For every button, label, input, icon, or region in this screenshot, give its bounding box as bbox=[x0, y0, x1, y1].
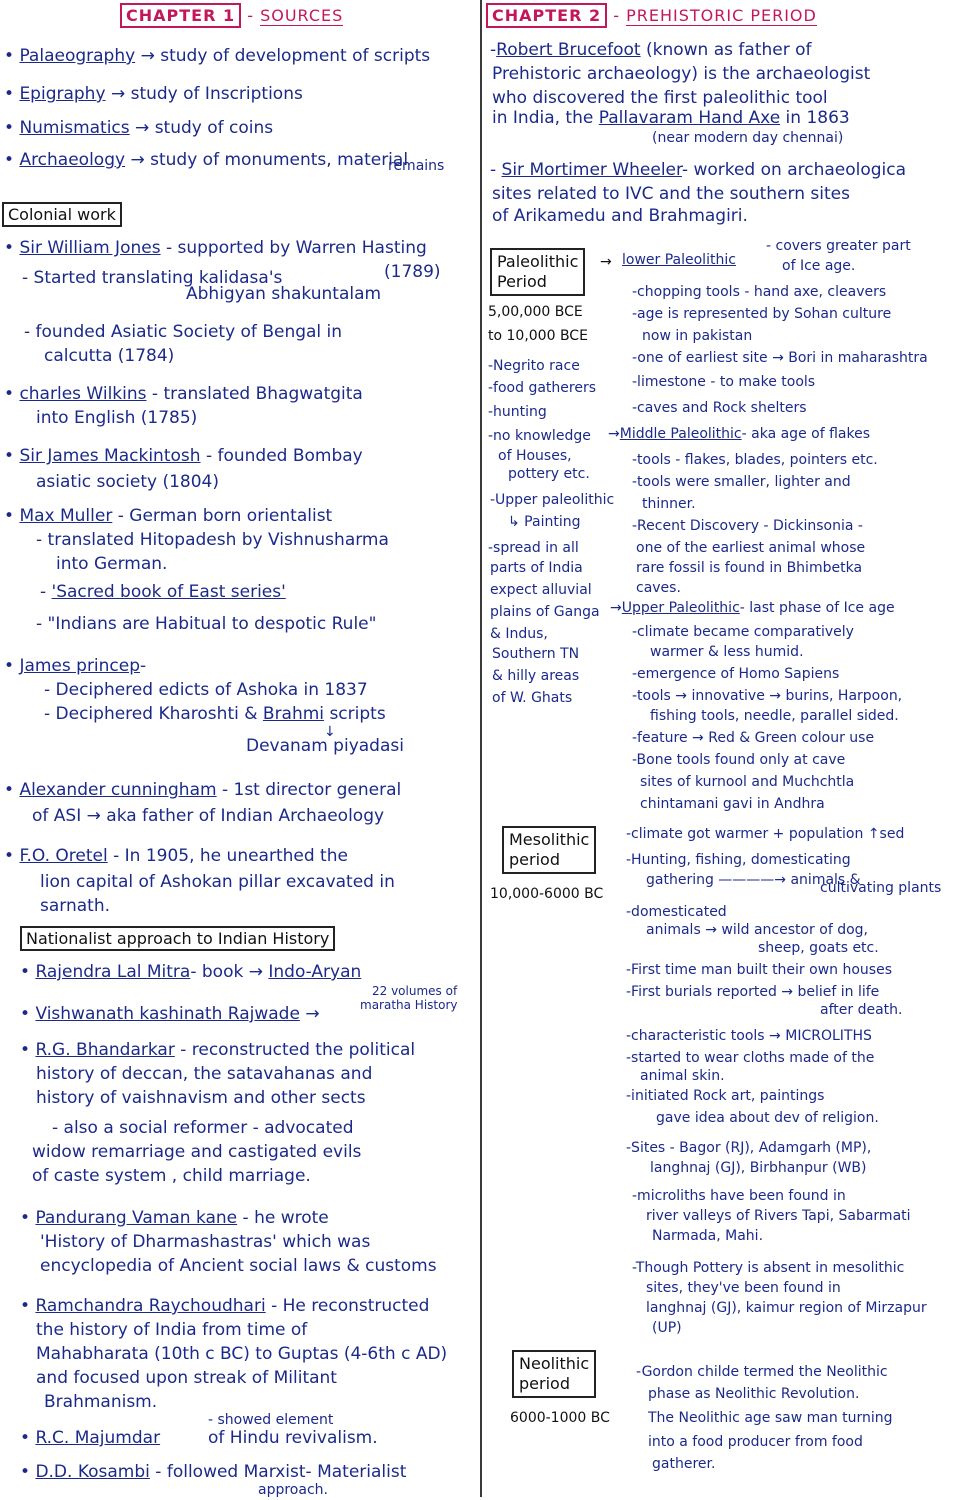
neolithic-box: Neolithic period bbox=[512, 1350, 596, 1398]
note: lion capital of Ashokan pillar excavated in bbox=[40, 872, 395, 892]
note: - Deciphered Kharoshti & Brahmi scripts bbox=[44, 704, 386, 724]
neo-point: phase as Neolithic Revolution. bbox=[648, 1386, 860, 1402]
meso-point: langhnaj (GJ), kaimur region of Mirzapur bbox=[646, 1300, 927, 1316]
note: Prehistoric archaeology) is the archaeologist bbox=[492, 64, 871, 84]
arrow: → bbox=[600, 254, 612, 270]
meso-point: -First time man built their own houses bbox=[626, 962, 892, 978]
neo-point: The Neolithic age saw man turning bbox=[648, 1410, 893, 1426]
paleo-point: -limestone - to make tools bbox=[632, 374, 816, 390]
paleo-point: -climate became comparatively bbox=[632, 624, 854, 640]
note: of caste system , child marriage. bbox=[32, 1166, 311, 1186]
note: Devanam piyadasi bbox=[246, 736, 404, 756]
meso-point: -characteristic tools → MICROLITHS bbox=[626, 1028, 872, 1044]
upper-paleolithic: →Upper Paleolithic- last phase of Ice age bbox=[610, 600, 895, 616]
nationalist-entry: • R.G. Bhandarkar - reconstructed the political bbox=[20, 1040, 416, 1060]
meso-point: animals → wild ancestor of dog, bbox=[646, 922, 868, 938]
meso-point: -Hunting, fishing, domesticating bbox=[626, 852, 851, 868]
paleo-point: -tools → innovative → burins, Harpoon, bbox=[632, 688, 903, 704]
note: 'History of Dharmashastras' which was bbox=[40, 1232, 371, 1252]
note: - Started translating kalidasa's bbox=[22, 268, 283, 288]
note: Mahabharata (10th c BC) to Guptas (4-6th c AD) bbox=[36, 1344, 448, 1364]
source-item: • Epigraphy → study of Inscriptions bbox=[4, 84, 303, 104]
meso-point: (UP) bbox=[652, 1320, 682, 1336]
meso-point: langhnaj (GJ), Birbhanpur (WB) bbox=[650, 1160, 867, 1176]
paleo-point: one of the earliest animal whose bbox=[636, 540, 866, 556]
note: history of vaishnavism and other sects bbox=[36, 1088, 366, 1108]
chapter1-column bbox=[0, 0, 478, 1497]
paleo-point: -tools were smaller, lighter and bbox=[632, 474, 851, 490]
note: asiatic society (1804) bbox=[36, 472, 219, 492]
note: - covers greater part bbox=[766, 238, 911, 254]
meso-point: after death. bbox=[820, 1002, 903, 1018]
note: of Ice age. bbox=[782, 258, 856, 274]
mesolithic-dates: 10,000-6000 BC bbox=[490, 886, 604, 902]
nationalist-entry: • Vishwanath kashinath Rajwade → bbox=[20, 1004, 320, 1024]
neolithic-dates: 6000-1000 BC bbox=[510, 1410, 610, 1426]
note: - translated Hitopadesh by Vishnusharma bbox=[36, 530, 389, 550]
source-item: • Palaeography → study of development of scripts bbox=[4, 46, 431, 66]
paleolithic-box: Paleolithic Period bbox=[490, 248, 585, 296]
paleo-point: -age is represented by Sohan culture bbox=[632, 306, 892, 322]
paleo-side: of Houses, bbox=[498, 448, 572, 464]
chapter2-box: CHAPTER 2 bbox=[486, 3, 607, 28]
nationalist-heading: Nationalist approach to Indian History bbox=[20, 926, 335, 951]
colonial-entry: • F.O. Oretel - In 1905, he unearthed the bbox=[4, 846, 348, 866]
meso-point: -Sites - Bagor (RJ), Adamgarh (MP), bbox=[626, 1140, 872, 1156]
arrow: ↓ bbox=[324, 724, 336, 740]
nationalist-entry: • R.C. Majumdar bbox=[20, 1428, 161, 1448]
chapter2-title: PREHISTORIC PERIOD bbox=[626, 6, 817, 25]
meso-point: -domesticated bbox=[626, 904, 727, 920]
paleo-side: -food gatherers bbox=[488, 380, 597, 396]
mesolithic-box: Mesolithic period bbox=[502, 826, 596, 874]
source-item: • Archaeology → study of monuments, material bbox=[4, 150, 409, 170]
note-year: (1789) bbox=[384, 262, 441, 282]
paleo-point: -caves and Rock shelters bbox=[632, 400, 807, 416]
paleo-side: pottery etc. bbox=[508, 466, 590, 482]
colonial-entry: • Max Muller - German born orientalist bbox=[4, 506, 333, 526]
note: - also a social reformer - advocated bbox=[52, 1118, 354, 1138]
paleo-side: Southern TN bbox=[492, 646, 580, 662]
note: of Arikamedu and Brahmagiri. bbox=[492, 206, 748, 226]
paleo-side: -hunting bbox=[488, 404, 547, 420]
paleo-point: -Recent Discovery - Dickinsonia - bbox=[632, 518, 863, 534]
neo-point: -Gordon childe termed the Neolithic bbox=[636, 1364, 888, 1380]
note: sites related to IVC and the southern sites bbox=[492, 184, 850, 204]
note: in India, the Pallavaram Hand Axe in 1863 bbox=[492, 108, 850, 128]
meso-point: gathering ————→ animals & bbox=[646, 872, 861, 888]
note: - 'Sacred book of East series' bbox=[40, 582, 286, 602]
paleo-side: & Indus, bbox=[490, 626, 548, 642]
paleo-side: expect alluvial bbox=[490, 582, 592, 598]
lower-paleolithic: lower Paleolithic bbox=[622, 252, 736, 268]
paleo-point: -tools - flakes, blades, pointers etc. bbox=[632, 452, 878, 468]
note: Abhigyan shakuntalam bbox=[186, 284, 382, 304]
note: of ASI → aka father of Indian Archaeology bbox=[32, 806, 385, 826]
paleo-point: caves. bbox=[636, 580, 681, 596]
note: history of deccan, the satavahanas and bbox=[36, 1064, 373, 1084]
source-item-continuation: remains bbox=[388, 158, 445, 174]
paleo-side: -spread in all bbox=[488, 540, 579, 556]
paleo-point: -chopping tools - hand axe, cleavers bbox=[632, 284, 887, 300]
paleo-point: now in pakistan bbox=[642, 328, 753, 344]
note: calcutta (1784) bbox=[44, 346, 175, 366]
paleo-side: plains of Ganga bbox=[490, 604, 600, 620]
paleo-side: -Negrito race bbox=[488, 358, 580, 374]
note: 22 volumes of bbox=[372, 984, 458, 998]
neo-point: gatherer. bbox=[652, 1456, 716, 1472]
note: who discovered the first paleolithic tool bbox=[492, 88, 828, 108]
paleo-side: of W. Ghats bbox=[492, 690, 573, 706]
nationalist-entry: • D.D. Kosambi - followed Marxist- Materialist bbox=[20, 1462, 407, 1482]
paleo-side: ↳ Painting bbox=[508, 514, 581, 530]
meso-point: Narmada, Mahi. bbox=[652, 1228, 764, 1244]
neo-point: into a food producer from food bbox=[648, 1434, 863, 1450]
colonial-entry: • Sir William Jones - supported by Warren Hasting bbox=[4, 238, 427, 258]
source-item: • Numismatics → study of coins bbox=[4, 118, 274, 138]
meso-point: -First burials reported → belief in life bbox=[626, 984, 880, 1000]
chapter1-title: SOURCES bbox=[260, 6, 344, 25]
paleo-side: -Upper paleolithic bbox=[490, 492, 615, 508]
meso-point: cultivating plants bbox=[820, 880, 942, 896]
middle-paleolithic: →Middle Paleolithic- aka age of flakes bbox=[608, 426, 870, 442]
paleo-point: thinner. bbox=[642, 496, 696, 512]
note: Brahmanism. bbox=[44, 1392, 158, 1412]
column-divider bbox=[480, 0, 482, 1497]
chapter2-column bbox=[486, 0, 962, 1497]
note: encyclopedia of Ancient social laws & customs bbox=[40, 1256, 437, 1276]
note: (near modern day chennai) bbox=[652, 130, 844, 146]
meso-point: -microliths have been found in bbox=[632, 1188, 846, 1204]
note: into German. bbox=[56, 554, 168, 574]
meso-point: river valleys of Rivers Tapi, Sabarmati bbox=[646, 1208, 911, 1224]
paleo-point: fishing tools, needle, parallel sided. bbox=[650, 708, 899, 724]
paleo-point: -feature → Red & Green colour use bbox=[632, 730, 875, 746]
note: - showed element bbox=[208, 1412, 334, 1428]
note: of Hindu revivalism. bbox=[208, 1428, 378, 1448]
note: into English (1785) bbox=[36, 408, 198, 428]
nationalist-entry: • Ramchandra Raychoudhari - He reconstructed bbox=[20, 1296, 430, 1316]
colonial-entry: • Alexander cunningham - 1st director general bbox=[4, 780, 402, 800]
meso-point: sheep, goats etc. bbox=[758, 940, 879, 956]
paleo-point: sites of kurnool and Muchchtla bbox=[640, 774, 855, 790]
paleo-side: -no knowledge bbox=[488, 428, 591, 444]
note: the history of India from time of bbox=[36, 1320, 308, 1340]
note: sarnath. bbox=[40, 896, 111, 916]
paleo-point: -Bone tools found only at cave bbox=[632, 752, 846, 768]
paleo-point: chintamani gavi in Andhra bbox=[640, 796, 825, 812]
note: and focused upon streak of Militant bbox=[36, 1368, 337, 1388]
meso-point: -started to wear cloths made of the bbox=[626, 1050, 875, 1066]
note: approach. bbox=[258, 1482, 328, 1498]
paleo-point: rare fossil is found in Bhimbetka bbox=[636, 560, 863, 576]
nationalist-entry: • Pandurang Vaman kane - he wrote bbox=[20, 1208, 329, 1228]
meso-point: -climate got warmer + population ↑sed bbox=[626, 826, 905, 842]
meso-point: -Though Pottery is absent in mesolithic bbox=[632, 1260, 905, 1276]
meso-point: -initiated Rock art, paintings bbox=[626, 1088, 825, 1104]
meso-point: animal skin. bbox=[640, 1068, 725, 1084]
chapter1-heading: CHAPTER 1 - SOURCES bbox=[120, 6, 343, 25]
paleo-side: parts of India bbox=[490, 560, 583, 576]
paleolithic-dates: 5,00,000 BCE bbox=[488, 304, 583, 320]
chapter2-heading: CHAPTER 2 - PREHISTORIC PERIOD bbox=[486, 6, 817, 25]
colonial-entry: • Sir James Mackintosh - founded Bombay bbox=[4, 446, 363, 466]
paleo-side: & hilly areas bbox=[492, 668, 580, 684]
colonial-work-heading: Colonial work bbox=[2, 202, 122, 227]
paleo-point: warmer & less humid. bbox=[650, 644, 804, 660]
note: maratha History bbox=[360, 998, 458, 1012]
note: - Deciphered edicts of Ashoka in 1837 bbox=[44, 680, 368, 700]
note: widow remarriage and castigated evils bbox=[32, 1142, 362, 1162]
nationalist-entry: • Rajendra Lal Mitra- book → Indo-Aryan bbox=[20, 962, 362, 982]
chapter1-box: CHAPTER 1 bbox=[120, 3, 241, 28]
colonial-entry: • charles Wilkins - translated Bhagwatgita bbox=[4, 384, 363, 404]
meso-point: sites, they've been found in bbox=[646, 1280, 841, 1296]
paleo-point: -emergence of Homo Sapiens bbox=[632, 666, 840, 682]
colonial-entry: • James princep- bbox=[4, 656, 147, 676]
paleo-point: -one of earliest site → Bori in maharashtra bbox=[632, 350, 928, 366]
meso-point: gave idea about dev of religion. bbox=[656, 1110, 879, 1126]
note: - founded Asiatic Society of Bengal in bbox=[24, 322, 343, 342]
bruce-entry: -Robert Brucefoot (known as father of bbox=[490, 40, 812, 60]
wheeler-entry: - Sir Mortimer Wheeler- worked on archaeologica bbox=[490, 160, 907, 180]
note: - "Indians are Habitual to despotic Rule" bbox=[36, 614, 377, 634]
paleolithic-dates: to 10,000 BCE bbox=[488, 328, 588, 344]
